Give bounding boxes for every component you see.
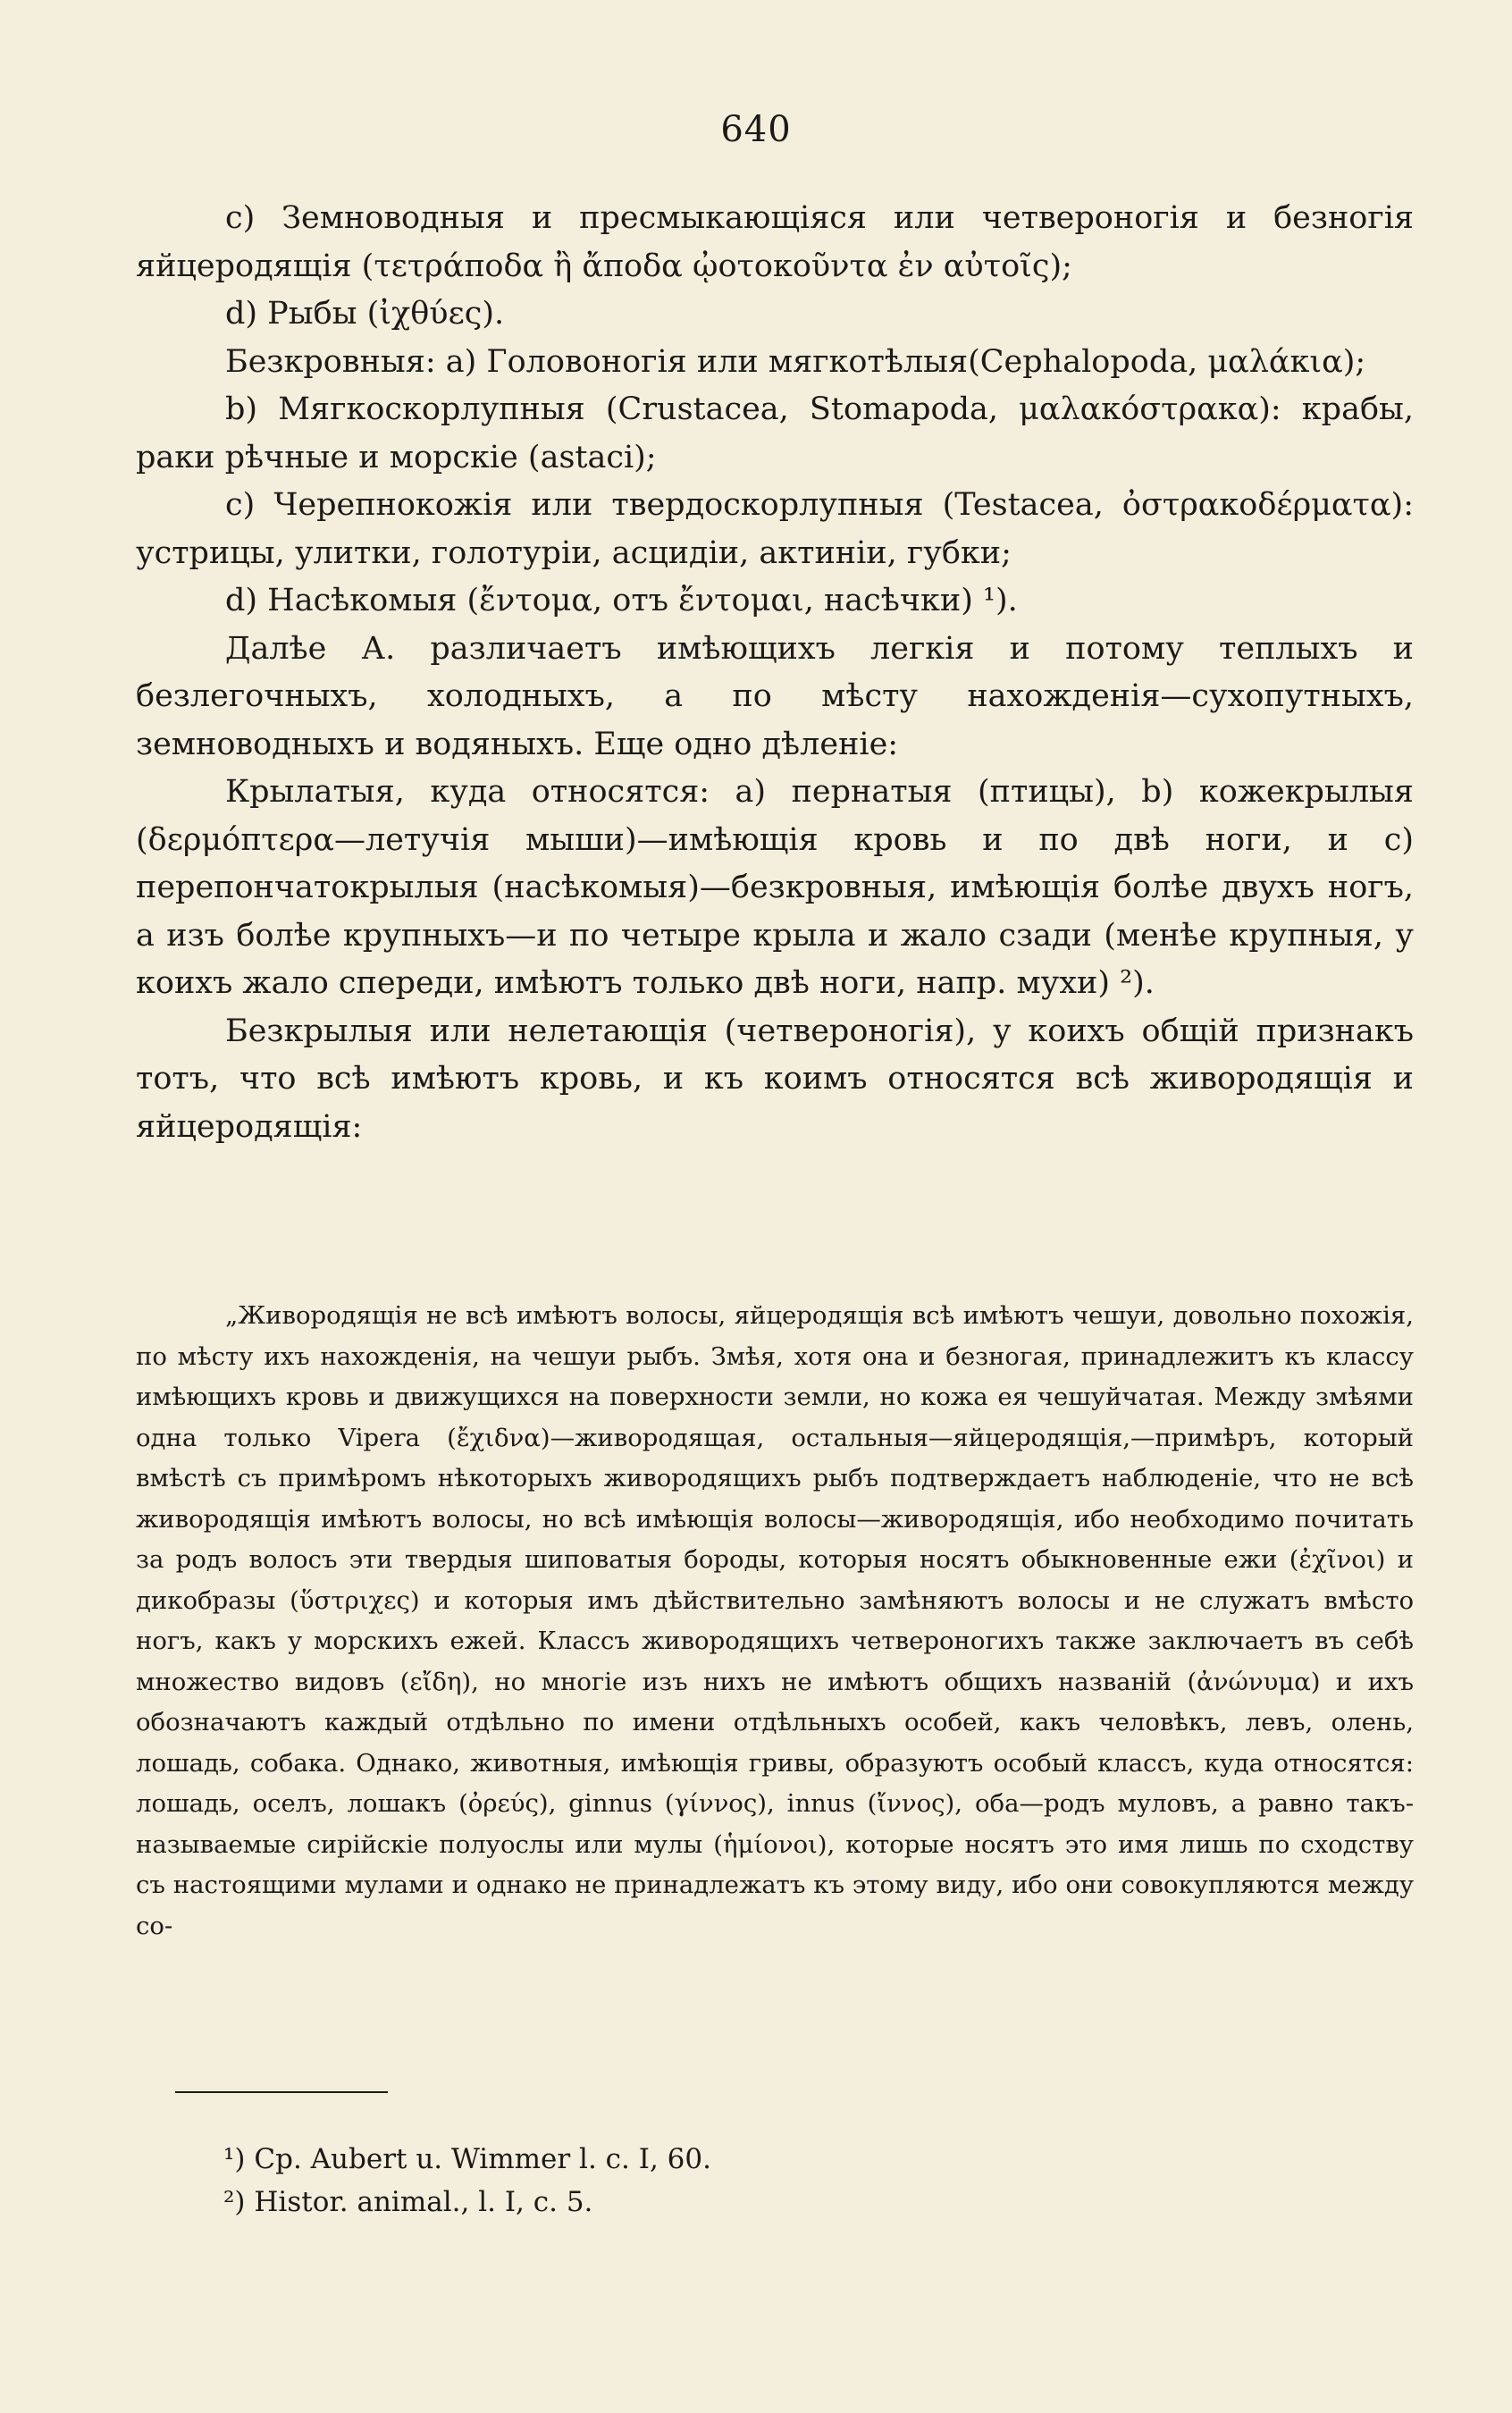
- footnote-divider: [175, 2091, 388, 2093]
- paragraph-crustacea: b) Мягкоскорлупныя (Crustacea, Stomapoda, μαλακόστρακα): крабы, раки рѣчные и морскіе (astaci);: [136, 391, 1414, 475]
- footnotes: [223, 2138, 1296, 2224]
- paragraph-bloodless-cephalopoda: Безкровныя: а) Головоногія или мягкотѣлыя(Cephalopoda, μαλάκια);: [225, 343, 1366, 380]
- footnote-1: ¹) Cp. Aubert u. Wimmer l. c. I, 60.: [223, 2143, 711, 2175]
- block-quote: [136, 1296, 1414, 1946]
- page-number: 640: [720, 109, 792, 150]
- paragraph-insects: d) Насѣкомыя (ἔντομα, отъ ἔντομαι, насѣчки) ¹).: [225, 583, 1018, 618]
- quote-text: „Живородящія не всѣ имѣютъ волосы, яйцеродящія всѣ имѣютъ чешуи, довольно похожія, по мѣсту ихъ нахожденія, на чешуи рыбъ. Змѣя, хотя она и безногая, принадлежитъ къ классу имѣющихъ кровь и движущихся на поверхности земли, но кожа ея чешуйчатая. Между змѣями одна только Vipera (ἔχιδνα)—живородящая, остальныя—яйцеродящія,—примѣръ, который вмѣстѣ съ примѣромъ нѣкоторыхъ живородящихъ рыбъ подтверждаетъ наблюденіе, что не всѣ живородящія имѣютъ волосы, но всѣ имѣющія волосы—живородящія, ибо необходимо почитать за родъ волосъ эти твердыя шиповатыя бороды, которыя носятъ обыкновенные ежи (ἐχῖνοι) и дикобразы (ὕστριχες) и которыя имъ дѣйствительно замѣняютъ волосы и не служатъ вмѣсто ногъ, какъ у морскихъ ежей. Классъ живородящихъ четвероногихъ также заключаетъ въ себѣ множество видовъ (εἴδη), но многіе изъ нихъ не имѣютъ общихъ названій (ἀνώνυμα) и ихъ обозначаютъ каждый отдѣльно по имени отдѣльныхъ особей, какъ человѣкъ, левъ, олень, лошадь, собака. Однако, животныя, имѣющія гривы, образуютъ особый классъ, куда относятся: лошадь, оселъ, лошакъ (ὀρεύς), ginnus (γίννος), innus (ἴννος), оба—родъ муловъ, а равно такъ-называемые сирійскіе полуослы или мулы (ἡμίονοι), которые носятъ это имя лишь по сходству съ настоящими мулами и однако не принадлежатъ къ этому виду, ибо они совокупляются между со-: [136, 1301, 1414, 1940]
- footnote-2: ²) Histor. animal., l. I, c. 5.: [223, 2186, 593, 2218]
- paragraph-fish: d) Рыбы (ἰχθύες).: [225, 296, 505, 332]
- paragraph-wingless: Безкрылыя или нелетающія (четвероногія), у коихъ общій признакъ тотъ, что всѣ имѣютъ кровь, и къ коимъ относятся всѣ живородящія и яйцеродящія:: [136, 1013, 1414, 1145]
- paragraph-winged: Крылатыя, куда относятся: а) пернатыя (птицы), b) кожекрылыя (δερμόπτερα—летучія мыши)—имѣющія кровь и по двѣ ноги, и с) перепончатокрылыя (насѣкомыя)—безкровныя, имѣющія болѣе двухъ ногъ, а изъ болѣе крупныхъ—и по четыре крыла и жало сзади (менѣе крупныя, у коихъ жало спереди, имѣютъ только двѣ ноги, напр. мухи) ²).: [136, 774, 1414, 1001]
- paragraph-amphibians: c) Земноводныя и пресмыкающіяся или четвероногія и безногія яйцеродящія (τετράποδα ἢ ἄποδα ᾠοτοκοῦντα ἐν αὐτοῖς);: [136, 200, 1414, 284]
- paragraph-testacea: c) Черепнокожія или твердоскорлупныя (Testacea, ὀστρακοδέρματα): устрицы, улитки, голотуріи, асцидіи, актиніи, губки;: [136, 487, 1414, 571]
- main-text: [136, 195, 1414, 1151]
- paragraph-classification: Далѣе А. различаетъ имѣющихъ легкія и потому теплыхъ и безлегочныхъ, холодныхъ, а по мѣсту нахожденія—сухопутныхъ, земноводныхъ и водяныхъ. Еще одно дѣленіе:: [136, 630, 1414, 762]
